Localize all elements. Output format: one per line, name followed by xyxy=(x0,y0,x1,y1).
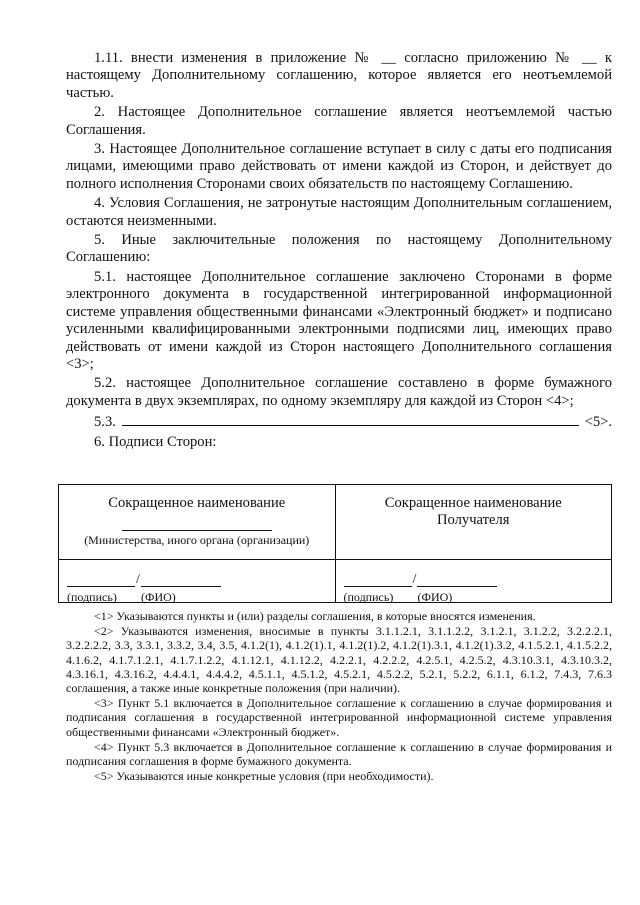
left-slash: / xyxy=(136,572,140,587)
left-signature-cell xyxy=(59,560,336,603)
clause-3: 3. Настоящее Дополнительное соглашение вступает в силу с даты его подписания лицами, имеющими право действовать от имени каждой из Сторон, и действует до полного исполнения Сторонами своих обязательств по настоящему Соглашению. xyxy=(66,141,612,192)
footnote-1: <1> Указываются пункты и (или) разделы соглашения, в которые вносятся изменения. xyxy=(94,609,536,623)
footnote-3: <3> Пункт 5.1 включается в Дополнительное соглашение к соглашению в случае формирования и подписания соглашения в государственной интегрированной информационной системе управления общественными финансами «Электронный бюджет». xyxy=(66,696,612,739)
footnote-5: <5> Указываются иные конкретные условия (при необходимости). xyxy=(94,769,434,784)
right-signature-lines xyxy=(344,572,498,587)
footnote-2: <2> Указываются изменения, вносимые в пункты 3.1.1.2.1, 3.1.1.2.2, 3.1.2.1, 3.1.2.2, 3.2.2.2.1, 3.2.2.2.2, 3.3, 3.3.1, 3.3.2, 3.4, 3.5, 4.1.2(1), 4.1.2(1).1, 4.1.2(1).2, 4.1.2(1).3.1, 4.1.2(1).3.2, 4.1.5.2.1, 4.1.5.2.2, 4.1.6.2, 4.1.7.1.2.1, 4.1.7.1.2.2, 4.1.12.1, 4.1.12.2, 4.2.2.1, 4.2.2.2, 4.2.5.1, 4.2.5.2, 4.3.10.3.1, 4.3.10.3.2, 4.3.16.1, 4.3.16.2, 4.4.4.1, 4.4.4.2, 4.5.1.1, 4.5.1.2, 4.5.2.1, 4.5.2.2, 5.2.1, 5.2.2, 6.1.1, 6.1.2, 7.4.3, 7.6.3 соглашения, а также иные конкретные положения (при наличии). xyxy=(66,624,612,696)
right-signature-cell xyxy=(335,560,612,603)
document-body xyxy=(66,50,612,451)
clause-5-3-label: 5.3. xyxy=(94,414,116,431)
left-party-subtitle: (Министерства, иного органа (организации) xyxy=(84,533,310,548)
right-party-title-2: Получателя xyxy=(436,512,510,529)
clause-5-2: 5.2. настоящее Дополнительное соглашение составлено в форме бумажного документа в двух экземплярах, по одному экземпляру для каждой из Сторон <4>; xyxy=(66,375,612,409)
right-party-title-1: Сокращенное наименование xyxy=(384,495,562,511)
right-slash: / xyxy=(412,572,417,587)
clause-2: 2. Настоящее Дополнительное соглашение является неотъемлемой частью Соглашения. xyxy=(66,104,612,138)
left-signature-labels xyxy=(67,590,176,605)
clause-4: 4. Условия Соглашения, не затронутые настоящим Дополнительным соглашением, остаются неизменными. xyxy=(66,195,612,229)
footnotes xyxy=(66,609,612,784)
right-sign-label: (подпись) xyxy=(343,590,394,604)
clause-5: 5. Иные заключительные положения по настоящему Дополнительному Соглашению: xyxy=(66,232,612,266)
left-fio-label: (ФИО) xyxy=(141,590,176,604)
right-signature-labels xyxy=(344,590,453,605)
left-sign-line xyxy=(67,572,135,587)
clause-5-1: 5.1. настоящее Дополнительное соглашение заключено Сторонами в форме электронного документа в государственной интегрированной информационной системе управления общественными финансами «Электронный бюджет» и подписано усиленными квалифицированными электронными подписями лиц, имеющих право действовать от имени каждой из Сторон настоящего Дополнительного соглашения <3>; xyxy=(66,268,612,372)
right-fio-label: (ФИО) xyxy=(417,590,453,604)
right-sign-line xyxy=(344,572,412,587)
clause-5-3 xyxy=(94,412,612,431)
left-party-title: Сокращенное наименование xyxy=(108,495,286,511)
footnote-4: <4> Пункт 5.3 включается в Дополнительное соглашение к соглашению в случае формирования и подписания соглашения в форме бумажного документа. xyxy=(66,739,612,769)
left-party-name-line xyxy=(122,522,272,531)
clause-5-3-blank-line xyxy=(122,412,579,426)
clause-6: 6. Подписи Сторон: xyxy=(94,433,217,450)
left-sign-label: (подпись) xyxy=(67,590,117,604)
clause-5-3-ref: <5>. xyxy=(584,414,612,431)
right-party-header xyxy=(335,485,612,560)
right-fio-line xyxy=(417,572,497,587)
signature-table xyxy=(58,484,612,603)
clause-1-11: 1.11. внести изменения в приложение № __ согласно приложению № __ к настоящему Дополнительному соглашению, которое является его неотъемлемой частью. xyxy=(66,50,612,101)
left-fio-line xyxy=(141,572,221,587)
left-signature-lines xyxy=(67,572,221,587)
left-party-header xyxy=(59,485,336,560)
